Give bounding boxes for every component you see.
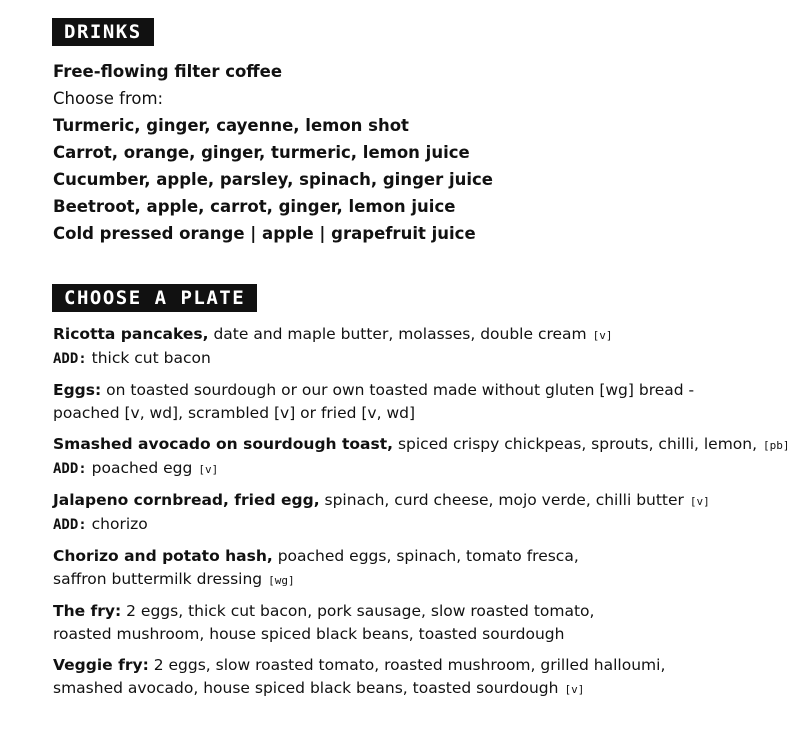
- plate-name: Smashed avocado on sourdough toast,: [53, 435, 394, 453]
- plate-name: Ricotta pancakes,: [53, 325, 209, 343]
- plate-item: [53, 545, 753, 592]
- dietary-tag: [v]: [689, 495, 710, 508]
- plate-line: [53, 654, 753, 677]
- plate-item: [53, 654, 753, 701]
- add-option: thick cut bacon: [86, 349, 211, 367]
- plate-line: [53, 568, 753, 592]
- plate-line: [53, 323, 753, 347]
- dietary-tag: [pb]: [763, 439, 790, 452]
- drinks-list: [53, 58, 493, 247]
- plate-name: Veggie fry:: [53, 656, 149, 674]
- drink-item: Beetroot, apple, carrot, ginger, lemon juice: [53, 197, 456, 216]
- plate-description: 2 eggs, slow roasted tomato, roasted mushroom, grilled halloumi,: [148, 656, 666, 674]
- plate-item: [53, 323, 753, 371]
- drink-item: Carrot, orange, ginger, turmeric, lemon juice: [53, 143, 470, 162]
- drink-item: Choose from:: [53, 89, 164, 108]
- plate-line: [53, 545, 753, 568]
- add-option: chorizo: [86, 515, 148, 533]
- add-option: poached egg: [86, 459, 193, 477]
- plate-item: [53, 489, 753, 537]
- plate-description: spinach, curd cheese, mojo verde, chilli butter: [319, 491, 684, 509]
- plate-item: [53, 379, 753, 425]
- drinks-heading: DRINKS: [52, 18, 154, 46]
- plate-line: [53, 379, 753, 402]
- dietary-tag: [v]: [198, 463, 219, 476]
- drink-item: Cold pressed orange | apple | grapefruit juice: [53, 224, 476, 243]
- plates-list: [53, 323, 790, 709]
- plate-description: smashed avocado, house spiced black beans, toasted sourdough: [53, 679, 559, 697]
- plate-description: roasted mushroom, house spiced black beans, toasted sourdough: [53, 625, 565, 643]
- plate-name: Chorizo and potato hash,: [53, 547, 273, 565]
- plate-item: [53, 600, 753, 646]
- plate-description: date and maple butter, molasses, double cream: [208, 325, 587, 343]
- plate-line: [53, 623, 753, 646]
- dietary-tag: [wg]: [268, 574, 295, 587]
- plate-add-line: [53, 347, 753, 371]
- plate-description: spiced crispy chickpeas, sprouts, chilli, lemon,: [393, 435, 758, 453]
- plate-add-line: [53, 457, 753, 481]
- add-label: ADD:: [53, 351, 87, 367]
- plate-description: saffron buttermilk dressing: [53, 570, 263, 588]
- plate-line: [53, 677, 753, 701]
- plate-name: Eggs:: [53, 381, 102, 399]
- plate-line: [53, 489, 753, 513]
- drink-item: Cucumber, apple, parsley, spinach, ginger juice: [53, 170, 493, 189]
- dietary-tag: [v]: [592, 329, 613, 342]
- drink-item: Turmeric, ginger, cayenne, lemon shot: [53, 116, 409, 135]
- plate-line: [53, 402, 753, 425]
- add-label: ADD:: [53, 461, 87, 477]
- plate-add-line: [53, 513, 753, 537]
- plate-name: Jalapeno cornbread, fried egg,: [53, 491, 320, 509]
- dietary-tag: [v]: [564, 683, 585, 696]
- choose-a-plate-heading: CHOOSE A PLATE: [52, 284, 257, 312]
- plate-description: poached eggs, spinach, tomato fresca,: [272, 547, 579, 565]
- drink-item: Free-flowing filter coffee: [53, 62, 283, 81]
- add-label: ADD:: [53, 517, 87, 533]
- plate-description: on toasted sourdough or our own toasted made without gluten [wg] bread -: [101, 381, 695, 399]
- plate-line: [53, 433, 790, 457]
- plate-name: The fry:: [53, 602, 122, 620]
- plate-line: [53, 600, 753, 623]
- plate-description: 2 eggs, thick cut bacon, pork sausage, slow roasted tomato,: [121, 602, 595, 620]
- plate-description: poached [v, wd], scrambled [v] or fried [v, wd]: [53, 404, 416, 422]
- plate-item: [53, 433, 790, 481]
